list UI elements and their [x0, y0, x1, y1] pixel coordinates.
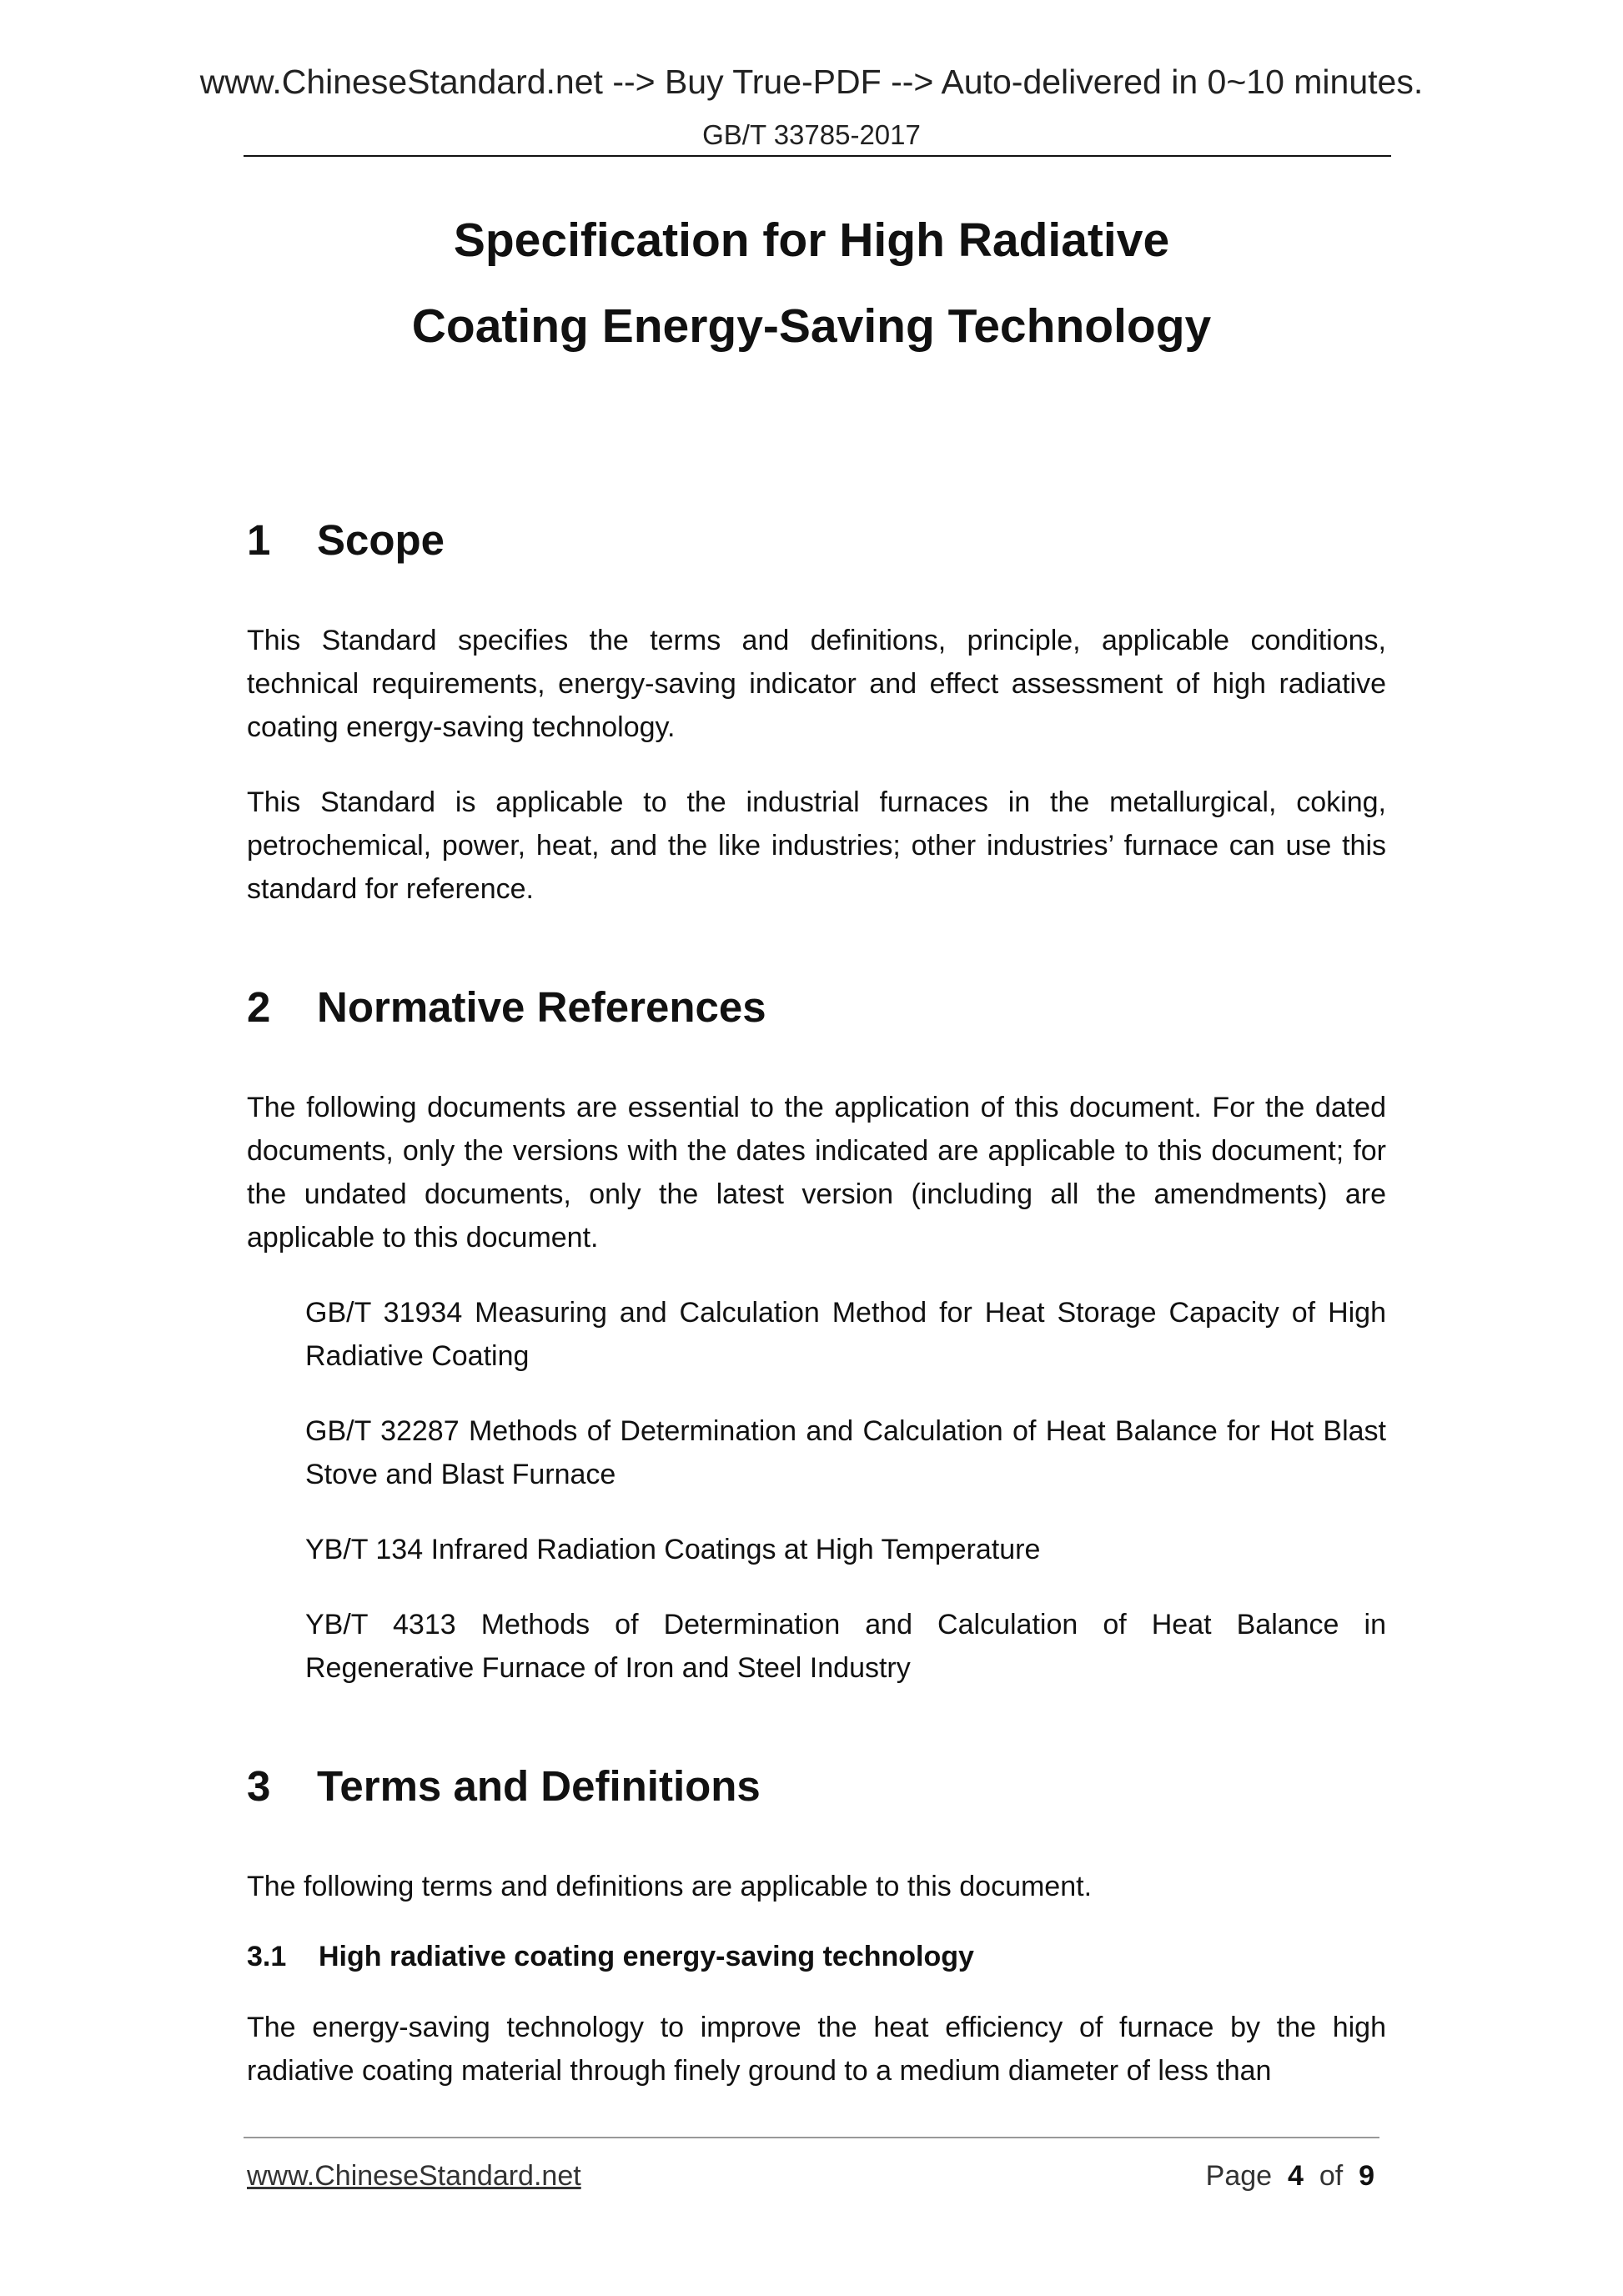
reference-item: YB/T 4313 Methods of Determination and Calculation of Heat Balance in Regenerative Furnace of Iron and Steel Industry: [305, 1609, 1386, 1685]
page-total: 9: [1359, 2160, 1374, 2192]
subsection-number: 3.1: [247, 1941, 287, 1973]
section-heading-references: [247, 984, 1386, 1031]
scope-paragraph-1: This Standard specifies the terms and definitions, principle, applicable conditions, technical requirements, energy-saving indicator and effect assessment of high radiative coating energy-saving technology.: [247, 625, 1386, 744]
definition-text: The energy-saving technology to improve the heat efficiency of furnace by the high radiative coating material through finely ground to a medium diameter of less than: [247, 2012, 1386, 2088]
section-number: 1: [247, 516, 271, 564]
section-title: Scope: [317, 516, 445, 564]
page-of-label: of: [1319, 2160, 1344, 2192]
section-title: Normative References: [317, 983, 766, 1032]
page-indicator: [1206, 2162, 1374, 2190]
document-body: [247, 517, 1386, 2093]
references-intro: The following documents are essential to the application of this document. For the dated documents, only the versions with the dates indicated are applicable to this document; for the undated documents, only the latest version (including all the amendments) are applicable to this document.: [247, 1092, 1386, 1254]
section-number: 3: [247, 1762, 271, 1811]
subsection-heading-3-1: [247, 1940, 1386, 1974]
document-title-line-2: Coating Energy-Saving Technology: [411, 299, 1212, 353]
page-label: Page: [1205, 2160, 1273, 2192]
document-title-line-1: Specification for High Radiative: [453, 214, 1170, 267]
footer-site-link[interactable]: www.ChineseStandard.net: [247, 2160, 581, 2192]
subsection-title: High radiative coating energy-saving technology: [319, 1941, 974, 1973]
section-number: 2: [247, 983, 271, 1032]
reference-item: YB/T 134 Infrared Radiation Coatings at High Temperature: [305, 1534, 1041, 1566]
reference-item: GB/T 31934 Measuring and Calculation Method for Heat Storage Capacity of High Radiative Coating: [305, 1297, 1386, 1373]
section-heading-scope: [247, 517, 1386, 564]
section-title: Terms and Definitions: [317, 1762, 761, 1811]
reference-item: GB/T 32287 Methods of Determination and Calculation of Heat Balance for Hot Blast Stove and Blast Furnace: [305, 1415, 1386, 1491]
footer-divider: [244, 2137, 1379, 2138]
section-heading-terms: [247, 1763, 1386, 1810]
scope-paragraph-2: This Standard is applicable to the industrial furnaces in the metallurgical, coking, petrochemical, power, heat, and the like industries; other industries’ furnace can use this standard for reference.: [247, 786, 1386, 906]
page-current: 4: [1287, 2160, 1304, 2192]
standard-code: GB/T 33785-2017: [702, 119, 921, 150]
terms-intro: The following terms and definitions are applicable to this document.: [247, 1871, 1093, 1903]
top-banner: www.ChineseStandard.net --> Buy True-PDF --> Auto-delivered in 0~10 minutes.: [199, 63, 1424, 101]
header-divider: [244, 155, 1391, 157]
